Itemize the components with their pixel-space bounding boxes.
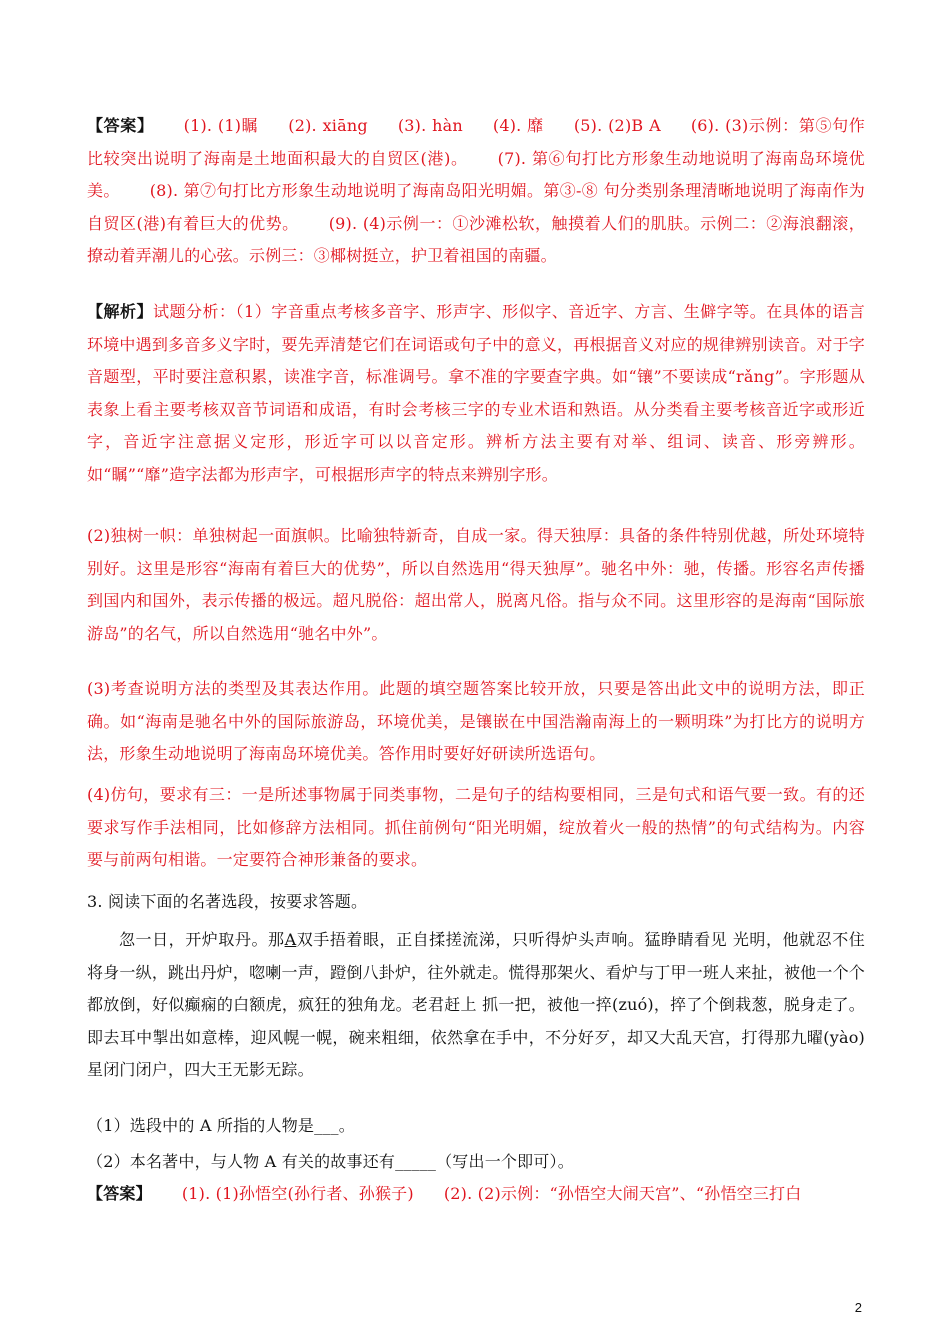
answer-item: (8). 第⑦句打比方形象生动地说明了海南岛阳光明媚。第③-⑧ 句分类别条理清晰地说明了海南作为自贸区(港)有着巨大的优势。 xyxy=(87,181,865,233)
question-title: 3. 阅读下面的名著选段，按要求答题。 xyxy=(87,892,368,911)
question-3-sub-1 xyxy=(87,1110,865,1143)
passage-text: 双手捂着眼，正自揉搓流涕，只听得炉头声响。猛睁睛看见 光明，他就忍不住将身一纵，跳出丹炉，唿喇一声，蹬倒八卦炉，往外就走。慌得那架火、看炉与丁甲一班人来扯，被他一个个都放倒，好似癫痫的白额虎，疯狂的独角龙。老君赶上 抓一把，被他一捽(zuó)，捽了个倒栽葱，脱身走了。即去耳中掣出如意棒，迎风幌一幌，碗来粗细，依然拿在手中，不分好歹，却又大乱天宫，打得那九曜(yào)星闭门闭户，四大王无影无踪。 xyxy=(87,930,865,1079)
analysis-paragraph-2 xyxy=(87,520,865,650)
answer-block-3 xyxy=(87,1178,865,1211)
analysis-paragraph-3 xyxy=(87,673,865,771)
question-3-title xyxy=(87,886,865,919)
answer-label: 【答案】 xyxy=(87,1184,152,1203)
analysis-paragraph-1 xyxy=(87,296,865,491)
answer-block-1 xyxy=(87,110,865,273)
answer-item: (1). (1)瞩 xyxy=(183,116,259,135)
analysis-text: (2)独树一帜：单独树起一面旗帜。比喻独特新奇，自成一家。得天独厚：具备的条件特别优越，所处环境特别好。这里是形容“海南有着巨大的优势”，所以自然选用“得天独厚”。驰名中外：驰，传播。形容名声传播到国内和国外，表示传播的极远。超凡脱俗：超出常人，脱离凡俗。指与众不同。这里形容的是海南“国际旅游岛”的名气，所以自然选用“驰名中外”。 xyxy=(87,526,865,643)
question-3-sub-2 xyxy=(87,1146,865,1179)
analysis-text: (4)仿句，要求有三：一是所述事物属于同类事物，二是句子的结构要相同，三是句式和语气要一致。有的还要求写作手法相同，比如修辞方法相同。抓住前例句“阳光明媚，绽放着火一般的热情”的句式结构为。内容要与前两句相谐。一定要符合神形兼备的要求。 xyxy=(87,785,865,869)
analysis-text: 试题分析：（1）字音重点考核多音字、形声字、形似字、音近字、方言、生僻字等。在具体的语言环境中遇到多音多义字时，要先弄清楚它们在词语或句子中的意义，再根据音义对应的规律辨别读音。对于字音题型，平时要注意积累，读准字音，标准调号。拿不准的字要查字典。如“镶”不要读成“rǎng”。字形题从表象上看主要考核双音节词语和成语，有时会考核三字的专业术语和熟语。从分类看主要考核音近字或形近字，音近字注意据义定形，形近字可以以音定形。辨析方法主要有对举、组词、读音、形旁辨形。如“瞩”“靡”造字法都为形声字，可根据形声字的特点来辨别字形。 xyxy=(87,302,865,484)
answer-item: (4). 靡 xyxy=(492,116,544,135)
analysis-label: 【解析】 xyxy=(87,302,154,321)
answer-item: (2). (2)示例：“孙悟空大闹天宫”、“孙悟空三打白 xyxy=(443,1184,802,1203)
answer-item: (2). xiāng xyxy=(288,116,368,135)
sub-question: （2）本名著中，与人物 A 有关的故事还有_____（写出一个即可）。 xyxy=(87,1152,574,1171)
analysis-paragraph-4 xyxy=(87,779,865,877)
answer-item: (9). (4)示例一：①沙滩松软，触摸着人们的肌肤。示例二：②海浪翻滚，撩动着弄潮儿的心弦。示例三：③椰树挺立，护卫着祖国的南疆。 xyxy=(87,213,865,265)
sub-question: （1）选段中的 A 所指的人物是___。 xyxy=(87,1116,355,1135)
answer-item: (3). hàn xyxy=(397,116,463,135)
answer-item: (1). (1)孙悟空(孙行者、孙猴子) xyxy=(181,1184,414,1203)
answer-item: (7). 第⑥句打比方形象生动地说明了海南岛环境优美。 xyxy=(87,148,865,200)
passage-text: 忽一日，开炉取丹。那 xyxy=(119,930,285,949)
answer-item: (5). (2)B A xyxy=(573,116,661,135)
answer-item: (6). (3)示例：第⑤句作比较突出说明了海南是土地面积最大的自贸区(港)。 xyxy=(87,116,865,168)
question-3-passage xyxy=(87,924,865,1087)
answer-label: 【答案】 xyxy=(87,116,154,135)
analysis-text: (3)考查说明方法的类型及其表达作用。此题的填空题答案比较开放，只要是答出此文中的说明方法，即正确。如“海南是驰名中外的国际旅游岛，环境优美，是镶嵌在中国浩瀚南海上的一颗明珠”为打比方的说明方法，形象生动地说明了海南岛环境优美。答作用时要好好研读所选语句。 xyxy=(87,679,865,763)
page-number: 2 xyxy=(854,1300,862,1315)
passage-blank: A xyxy=(284,930,297,949)
